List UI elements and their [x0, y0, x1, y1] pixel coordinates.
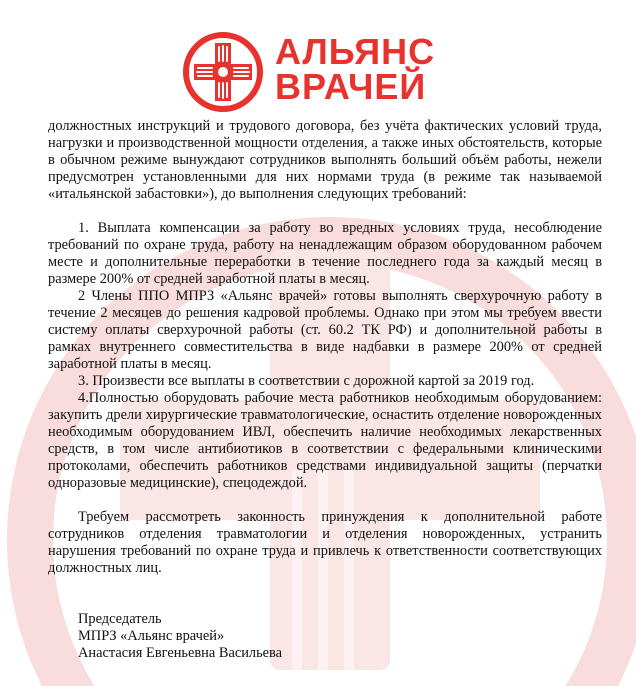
demand-item-1: 1. Выплата компенсации за работу во вредных условиях труда, несоблюдение требований по охране труда, работу на ненадлежащим образом оборудованном рабочем месте и дополнительные переработки в течение последнего года за каждый месяц в размере 200% от средней заработной платы в месяц.	[48, 220, 602, 287]
demand-item-3: 3. Произвести все выплаты в соответствии с дорожной картой за 2019 год.	[78, 373, 535, 389]
signature-org: МПРЗ «Альянс врачей»	[78, 628, 225, 644]
logo-line-1: АЛЬЯНС	[275, 31, 436, 72]
closing-paragraph: Требуем рассмотреть законность принуждения к дополнительной работе сотрудников отделения травматологии и отделения новорожденных, устранить нарушения требований по охране труда и привлечь к ответственности соответствующих должностных лиц.	[48, 509, 602, 576]
intro-paragraph: должностных инструкций и трудового договора, без учёта фактических условий труда, нагрузки и производственной мощности отделения, а также иных обстоятельств, которые в обычном режиме вынуждают сотрудников выполнять больший объём работы, нежели предусмотрен установленными для них нормами труда (в режиме так называемой «итальянской забастовки»), до выполнения следующих требований:	[48, 118, 602, 202]
document-body	[48, 118, 602, 662]
medical-cross-hands-icon	[182, 31, 264, 113]
signature-title: Председатель	[78, 611, 162, 627]
document-header	[0, 0, 636, 116]
logo-line-2: ВРАЧЕЙ	[275, 66, 427, 107]
demand-item-4: 4.Полностью оборудовать рабочие места работников необходимым оборудованием: закупить дрели хирургические травматологические, оснастить отделение новорожденных необходимым оборудованием ИВЛ, обеспечить наличие необходимых лекарственных средств, в том числе антибиотиков в соответствии с федеральными клиническими протоколами, обеспечить работников средствами индивидуальной защиты (перчатки одноразовые медицинские), спецодеждой.	[48, 390, 602, 491]
signature-block	[78, 611, 602, 662]
demand-item-2: 2 Члены ППО МПРЗ «Альянс врачей» готовы выполнять сверхурочную работу в течение 2 месяцев до решения кадровой проблемы. Однако при этом мы требуем ввести систему оплаты сверхурочной работы (ст. 60.2 ТК РФ) и дополнительной работы в рамках внутреннего совместительства в виде надбавки в размере 200% от средней заработной платы в месяц.	[48, 288, 602, 372]
logo-wordmark	[275, 31, 436, 107]
signature-name: Анастасия Евгеньевна Васильева	[78, 645, 283, 661]
